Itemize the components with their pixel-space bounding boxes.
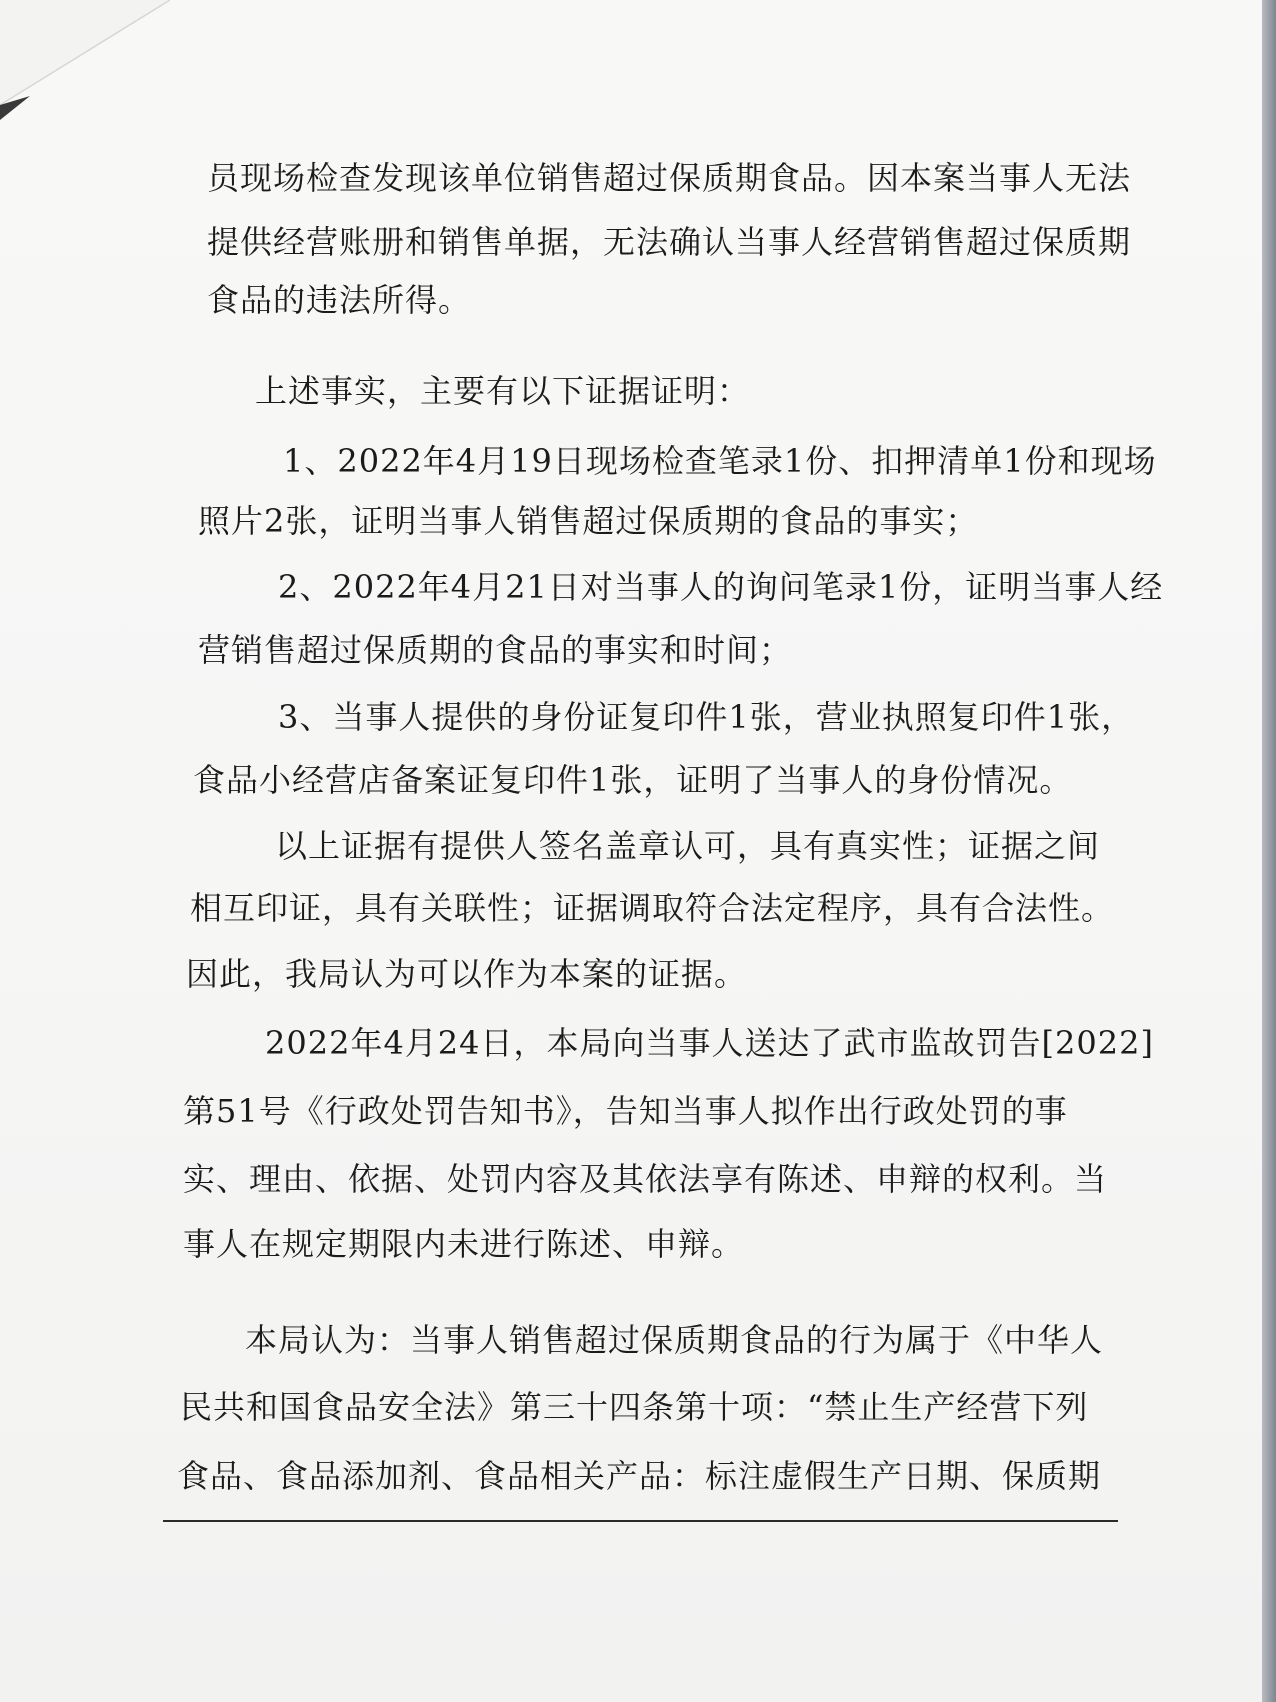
text-line-14: 2022年4月24日，本局向当事人送达了武市监故罚告[2022] [265,1024,1154,1062]
text-line-5: 1、2022年4月19日现场检查笔录1份、扣押清单1份和现场 [283,442,1157,480]
text-line-4: 上述事实，主要有以下证据证明： [255,372,751,410]
text-line-1: 员现场检查发现该单位销售超过保质期食品。因本案当事人无法 [207,159,1132,197]
text-line-2: 提供经营账册和销售单据，无法确认当事人经营销售超过保质期 [207,223,1132,261]
text-line-6: 照片2张，证明当事人销售超过保质期的食品的事实； [198,502,979,540]
text-line-13: 因此，我局认为可以作为本案的证据。 [186,955,748,993]
text-line-20: 食品、食品添加剂、食品相关产品：标注虚假生产日期、保质期 [177,1457,1102,1495]
background-edge [1262,0,1276,1702]
text-line-18: 本局认为：当事人销售超过保质期食品的行为属于《中华人 [245,1321,1104,1359]
text-line-9: 3、当事人提供的身份证复印件1张，营业执照复印件1张， [278,698,1135,736]
text-line-7: 2、2022年4月21日对当事人的询问笔录1份，证明当事人经 [278,568,1164,606]
text-line-8: 营销售超过保质期的食品的事实和时间； [198,631,793,669]
text-line-10: 食品小经营店备案证复印件1张，证明了当事人的身份情况。 [193,761,1073,799]
text-line-17: 事人在规定期限内未进行陈述、申辩。 [183,1225,745,1263]
text-line-16: 实、理由、依据、处罚内容及其依法享有陈述、申辩的权利。当 [183,1160,1108,1198]
text-line-3: 食品的违法所得。 [207,281,472,319]
text-line-12: 相互印证，具有关联性；证据调取符合法定程序，具有合法性。 [190,889,1115,927]
text-line-15: 第51号《行政处罚告知书》，告知当事人拟作出行政处罚的事 [183,1092,1068,1130]
folded-corner [0,0,170,120]
footer-rule [163,1520,1118,1522]
text-line-11: 以上证据有提供人签名盖章认可，具有真实性；证据之间 [275,827,1101,865]
text-line-19: 民共和国食品安全法》第三十四条第十项：“禁止生产经营下列 [180,1388,1089,1426]
